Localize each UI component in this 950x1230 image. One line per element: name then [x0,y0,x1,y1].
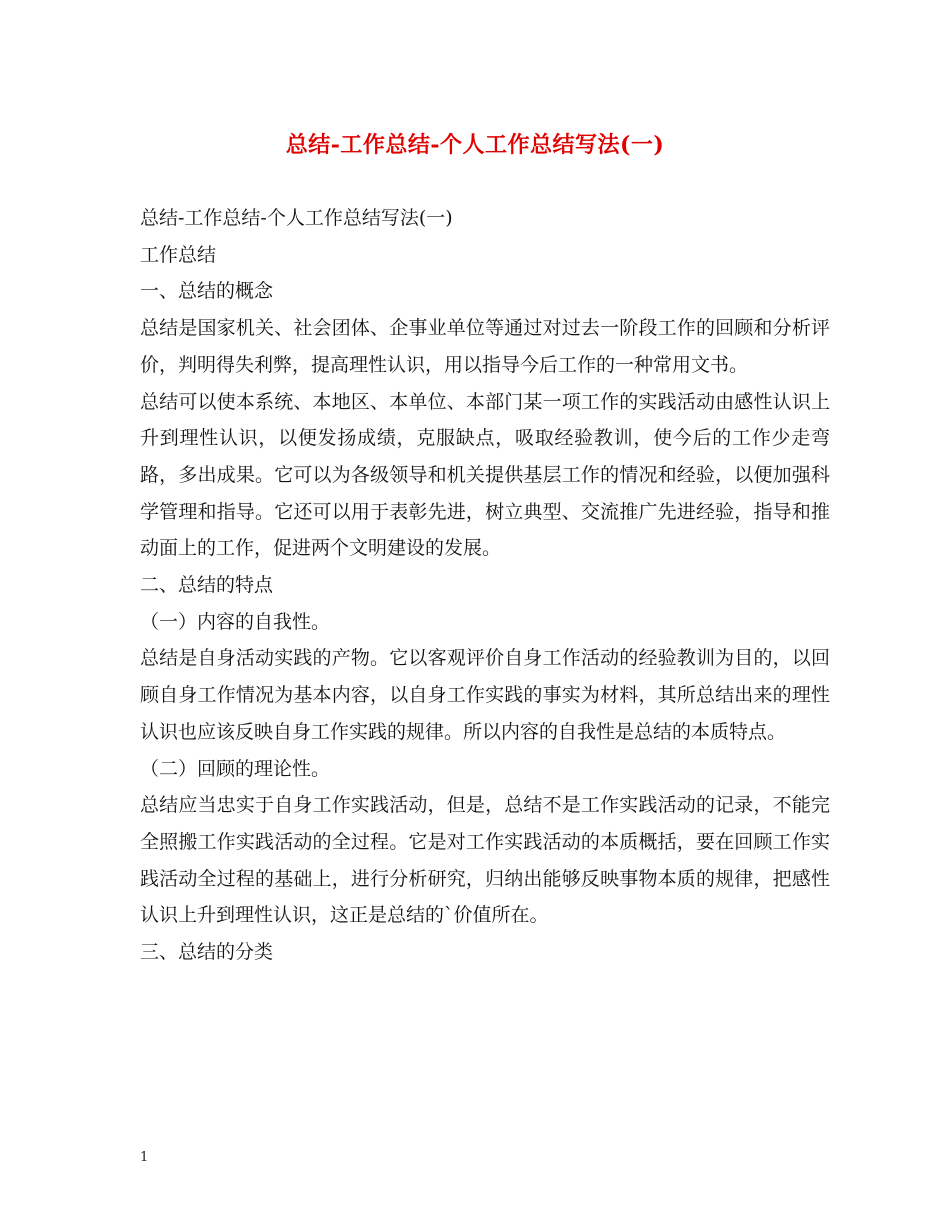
document-body [140,200,830,971]
page-number: 1 [140,1150,149,1165]
section-heading-features: 二、总结的特点 [140,574,274,597]
section-heading-concept: 一、总结的概念 [140,280,274,303]
subheading-self-content: （一）内容的自我性。 [140,610,331,633]
paragraph-concept-purpose: 总结可以使本系统、本地区、本单位、本部门某一项工作的实践活动由感性认识上升到理性认识，以便发扬成绩，克服缺点，吸取经验教训，使今后的工作少走弯路，多出成果。它可以为各级领导和机关提供基层工作的情况和经验，以便加强科学管理和指导。它还可以用于表彰先进，树立典型、交流推广先进经验，指导和推动面上的工作，促进两个文明建设的发展。 [140,390,830,560]
paragraph-repeated-title: 总结-工作总结-个人工作总结写法(一) [140,207,453,229]
paragraph-self-content: 总结是自身活动实践的产物。它以客观评价自身工作活动的经验教训为目的，以回顾自身工作情况为基本内容，以自身工作实践的事实为材料，其所总结出来的理性认识也应该反映自身工作实践的规律。所以内容的自我性是总结的本质特点。 [140,647,830,743]
document-title: 总结-工作总结-个人工作总结写法(一) [285,132,665,158]
paragraph-subtitle: 工作总结 [140,243,217,266]
section-heading-categories: 三、总结的分类 [140,941,274,964]
paragraph-concept-definition: 总结是国家机关、社会团体、企事业单位等通过对过去一阶段工作的回顾和分析评价，判明得失利弊，提高理性认识，用以指导今后工作的一种常用文书。 [140,317,830,376]
paragraph-review-theory: 总结应当忠实于自身工作实践活动，但是，总结不是工作实践活动的记录，不能完全照搬工作实践活动的全过程。它是对工作实践活动的本质概括，要在回顾工作实践活动全过程的基础上，进行分析研究，归纳出能够反映事物本质的规律，把感性认识上升到理性认识，这正是总结的`价值所在。 [140,794,830,927]
subheading-review-theory: （二）回顾的理论性。 [140,757,331,780]
